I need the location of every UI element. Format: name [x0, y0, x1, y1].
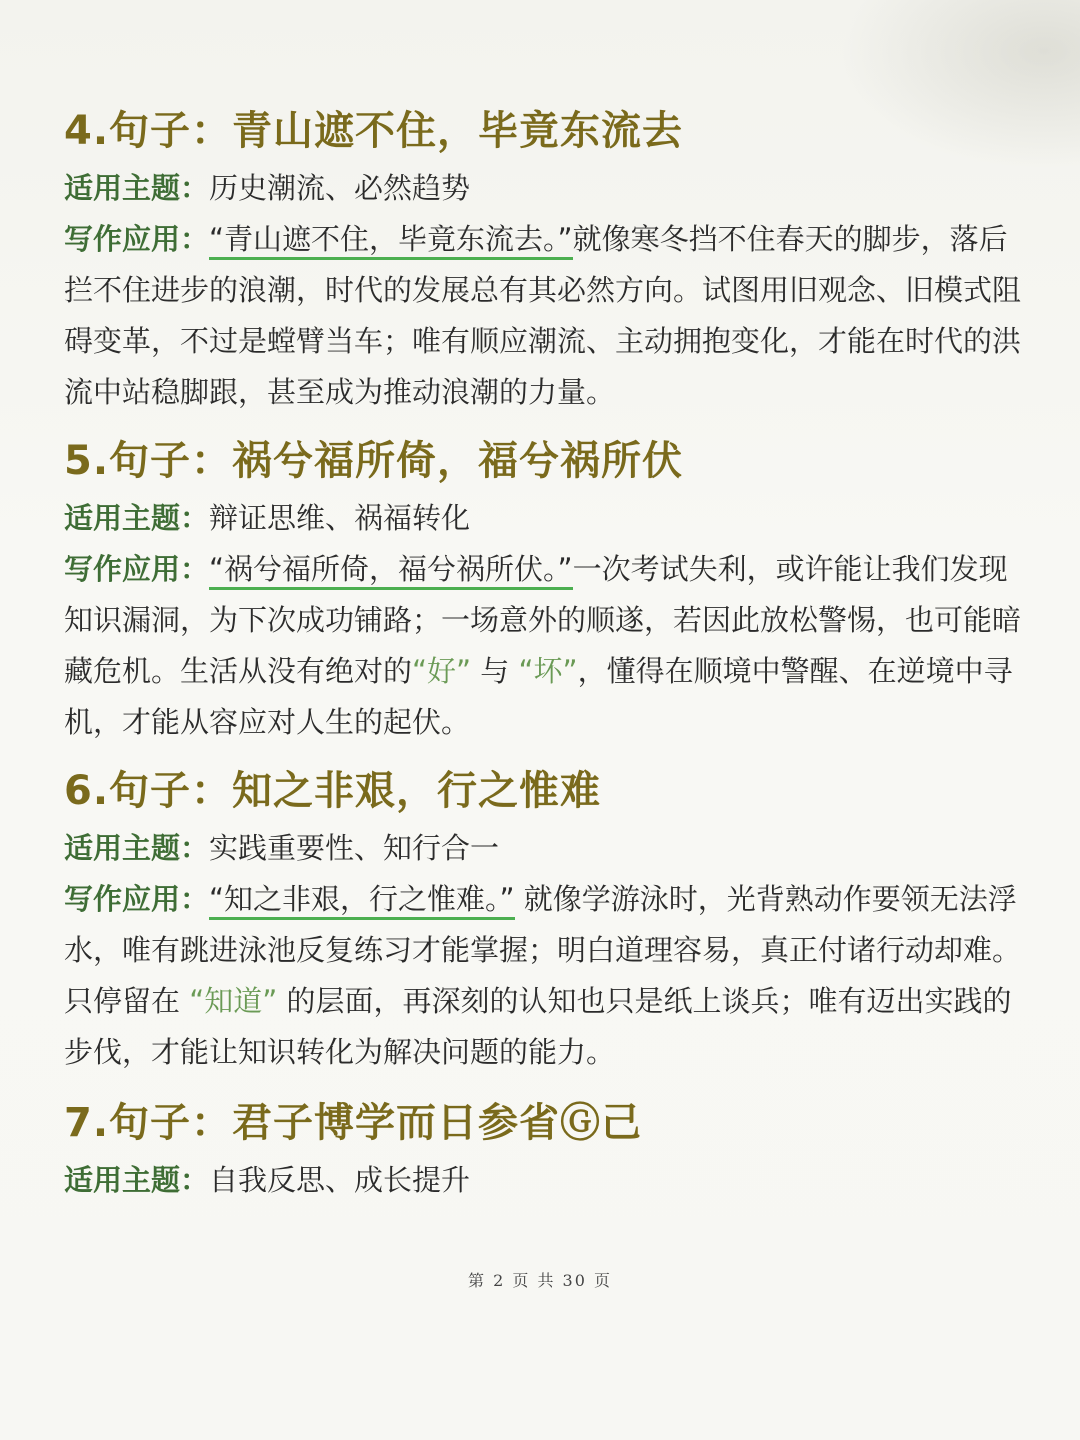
section-title	[64, 1092, 1024, 1154]
highlight-good: “好”	[412, 654, 472, 688]
theme-value: 实践重要性、知行合一	[209, 831, 500, 865]
application-paragraph	[64, 544, 1024, 748]
highlight-bad: “坏”	[518, 654, 578, 688]
section-sentence: 君子博学而日参省Ⓖ己	[232, 1100, 643, 1146]
section-title	[64, 430, 1024, 492]
theme-row	[64, 162, 1024, 214]
title-colon: ：	[191, 1100, 233, 1146]
section-title	[64, 760, 1024, 822]
section-number: 7.	[64, 1100, 110, 1146]
theme-value: 辩证思维、祸福转化	[209, 501, 471, 535]
application-paragraph	[64, 214, 1024, 418]
section-5	[64, 430, 1024, 748]
quote: “祸兮福所倚，福兮祸所伏。”	[209, 552, 573, 590]
theme-row	[64, 1154, 1024, 1206]
application-paragraph	[64, 874, 1024, 1078]
quote: “知之非艰，行之惟难。”	[209, 882, 515, 920]
theme-row	[64, 822, 1024, 874]
section-sentence: 祸兮福所倚，福兮祸所伏	[232, 438, 684, 484]
application-text: 的层面，再深刻的认知也只是纸上谈兵；唯有迈出实践的步伐，才能让知识转化为解决问题的能力。	[64, 984, 1012, 1069]
section-sentence: 知之非艰，行之惟难	[232, 768, 602, 814]
theme-value: 历史潮流、必然趋势	[209, 171, 471, 205]
application-text: ，懂得在顺境中警醒、在逆境中寻机，才能从容应对人生的起伏。	[64, 654, 1013, 739]
application-key: 写作应用：	[64, 552, 210, 586]
theme-key: 适用主题：	[64, 831, 210, 865]
application-text: 就像寒冬挡不住春天的脚步，落后拦不住进步的浪潮，时代的发展总有其必然方向。试图用旧观念、旧模式阻碍变革，不过是螳臂当车；唯有顺应潮流、主动拥抱变化，才能在时代的洪流中站稳脚跟，甚至成为推动浪潮的力量。	[64, 222, 1022, 409]
section-7	[64, 1092, 1024, 1206]
section-label: 句子	[109, 768, 192, 814]
section-label: 句子	[109, 108, 192, 154]
section-number: 4.	[64, 108, 110, 154]
section-label: 句子	[109, 438, 192, 484]
theme-row	[64, 492, 1024, 544]
theme-value: 自我反思、成长提升	[209, 1163, 471, 1197]
section-label: 句子	[109, 1100, 192, 1146]
quote: “青山遮不住，毕竟东流去。”	[209, 222, 573, 260]
content	[64, 100, 1024, 1206]
title-colon: ：	[191, 438, 233, 484]
section-4	[64, 100, 1024, 418]
application-text: 一次考试失利，或许能让我们发现知识漏洞，为下次成功铺路；一场意外的顺遂，若因此放松警惕，也可能暗藏危机。生活从没有绝对的	[64, 552, 1022, 688]
page-number-footer: 第 2 页 共 30 页	[468, 1271, 612, 1290]
theme-key: 适用主题：	[64, 171, 210, 205]
section-6	[64, 760, 1024, 1078]
theme-key: 适用主题：	[64, 1163, 210, 1197]
application-text: 就像学游泳时，光背熟动作要领无法浮水，唯有跳进泳池反复练习才能掌握；明白道理容易，真正付诸行动却难。只停留在	[64, 882, 1022, 1018]
title-colon: ：	[191, 768, 233, 814]
title-colon: ：	[191, 108, 233, 154]
section-number: 5.	[64, 438, 110, 484]
highlight-know: “知道”	[189, 984, 278, 1018]
theme-key: 适用主题：	[64, 501, 210, 535]
section-title	[64, 100, 1024, 162]
application-key: 写作应用：	[64, 882, 210, 916]
section-number: 6.	[64, 768, 110, 814]
application-text: 与	[480, 654, 510, 688]
application-key: 写作应用：	[64, 222, 210, 256]
section-sentence: 青山遮不住，毕竟东流去	[232, 108, 684, 154]
